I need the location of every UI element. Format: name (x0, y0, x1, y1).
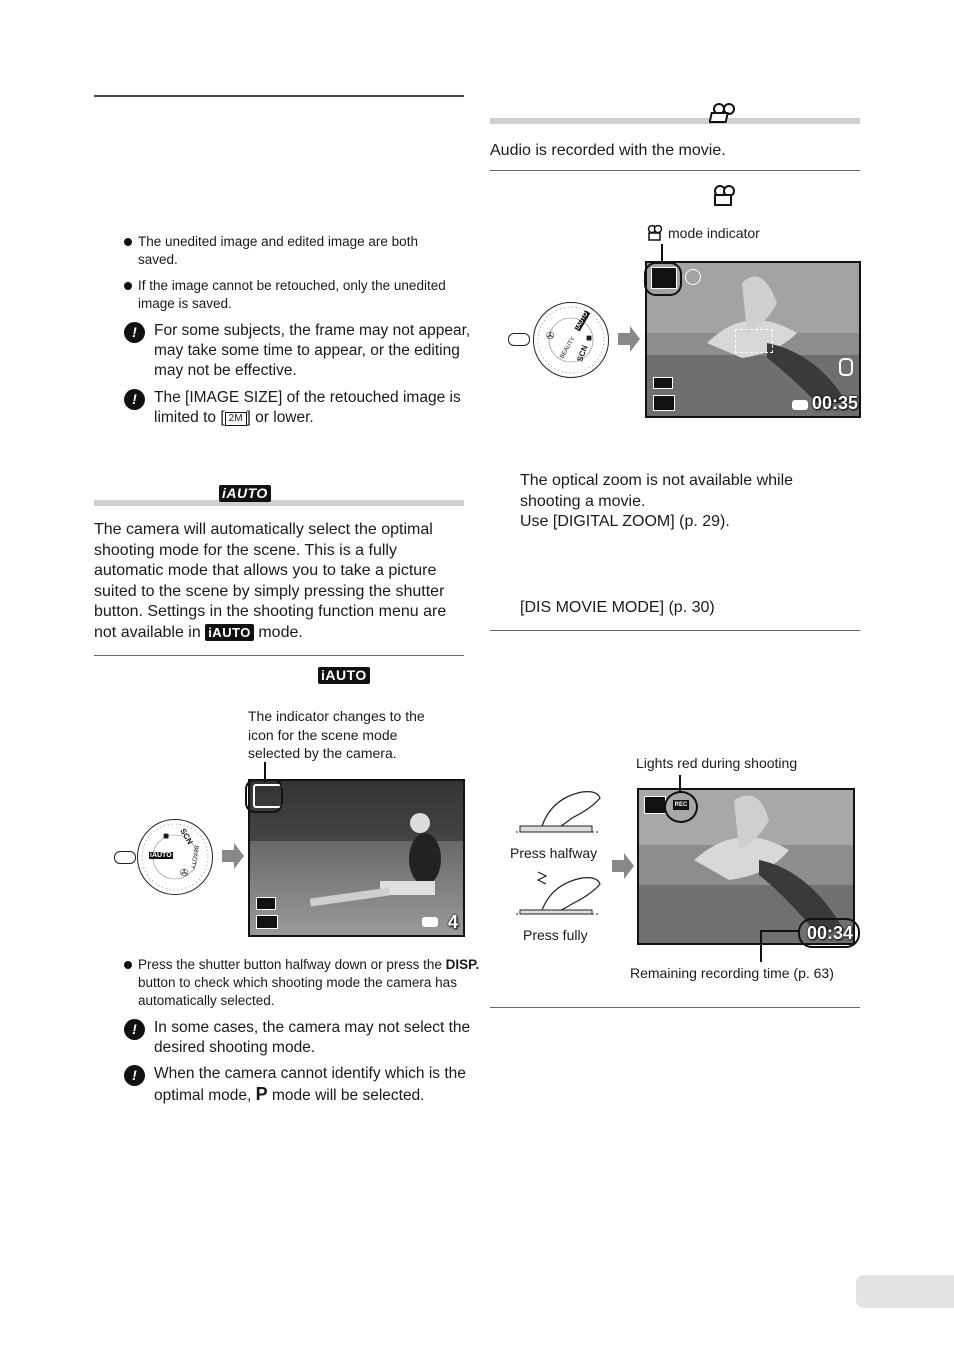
camera-icon: ■ (586, 333, 593, 344)
zoom-note-1: The optical zoom is not available while shooting a movie. (520, 472, 794, 510)
bullet-item: The unedited image and edited image are both saved. (124, 233, 458, 269)
bullet-text: Press the shutter button halfway down or press the (138, 957, 446, 972)
arrow-right-icon (618, 326, 640, 352)
indicator-callout-circle (644, 262, 682, 296)
time-callout-oval (798, 918, 860, 948)
arrow-right-icon (612, 853, 634, 879)
dial-iauto-label: iAUTO (575, 311, 590, 331)
caution-text: For some subjects, the frame may not appear, may take some time to appear, or the editing may not be effective. (154, 322, 471, 379)
bottom-rule-right (490, 1007, 860, 1008)
mode-button-oval (508, 333, 530, 346)
mode-button-oval (114, 851, 136, 864)
time-callout-line-v (760, 930, 762, 962)
caution-icon: ! (124, 1019, 145, 1040)
caution-text: The [IMAGE SIZE] of the retouched image is limited to [ (154, 389, 461, 426)
mode-indicator-label: mode indicator (668, 225, 760, 241)
caution-note (124, 1064, 494, 1106)
caution-icon: ! (124, 389, 145, 410)
indicator-callout-line (661, 244, 663, 264)
mode-dial (533, 302, 609, 378)
movie-icon: ✇ (180, 868, 189, 879)
indicator-note: The indicator changes to the icon for the scene mode selected by the camera. (248, 708, 425, 761)
image-size-icon (653, 377, 673, 389)
movie-mode-indicator (644, 796, 666, 814)
disp-button-label: DISP. (445, 957, 480, 972)
lights-red-label: Lights red during shooting (636, 755, 798, 771)
step-rule-right (490, 170, 860, 171)
zoom-note-2: Use [DIGITAL ZOOM] (p. 29). (520, 513, 730, 530)
remaining-time-display: 00:34 (807, 923, 854, 943)
top-rule-left (94, 95, 464, 97)
dial-scn-label: SCN (575, 344, 590, 363)
step-rule-left (94, 655, 464, 656)
caution-text: In some cases, the camera may not select the desired shooting mode. (154, 1019, 471, 1056)
indicator-callout-circle (245, 779, 283, 813)
intro-text: The camera will automatically select the optimal shooting mode for the scene. This is a fully automatic mode that allows you to take a picture suited to the scene by simply pressing the shutter button. Settings in the shooting function menu are not available in (94, 521, 447, 641)
caution-icon: ! (124, 322, 145, 343)
step-iauto-icon: iAUTO (318, 667, 370, 685)
step-rule-right-2 (490, 630, 860, 631)
arrow-right-icon (222, 843, 244, 869)
image-size-icon (256, 897, 276, 910)
quality-icon (256, 915, 278, 929)
time-callout-line-h (760, 930, 800, 932)
movie-indicator-label-icon (646, 225, 664, 241)
caution-note (124, 388, 484, 428)
finger-press-fully-icon (512, 866, 602, 918)
mode-dial (137, 819, 213, 895)
press-halfway-label: Press halfway (510, 845, 598, 861)
section-rule-iauto (94, 500, 464, 506)
image-size-2m-icon: 2M (225, 412, 247, 426)
press-fully-label: Press fully (523, 927, 588, 943)
caution-note (124, 1018, 484, 1058)
dial-scn-label: SCN (178, 826, 195, 847)
af-frame (735, 329, 773, 353)
flash-off-icon (685, 269, 701, 285)
caution-text: mode will be selected. (267, 1087, 425, 1104)
rec-callout-circle (664, 791, 698, 823)
iauto-icon: iAUTO (205, 624, 254, 641)
audio-icon (839, 358, 853, 376)
dial-iauto-label: iAUTO (150, 852, 172, 859)
bullet-text: button to check which shooting mode the camera has automatically selected. (138, 975, 457, 1008)
section-rule-movie (490, 118, 860, 124)
finger-press-halfway-icon (512, 788, 602, 836)
p-mode-label: P (255, 1084, 268, 1104)
bullet-item (124, 956, 480, 1010)
movie-icon: ✇ (546, 331, 555, 342)
caution-text: ] or lower. (246, 409, 314, 426)
iauto-section-icon: iAUTO (219, 485, 271, 503)
memory-icon (422, 917, 438, 927)
dial-beauty-label: BEAUTY (559, 336, 577, 360)
camera-icon: ■ (163, 831, 170, 842)
dial-beauty-label: BEAUTY (188, 844, 200, 870)
shots-remaining: 4 (448, 912, 459, 932)
movie-quality-icon (653, 395, 675, 411)
memory-icon (792, 400, 808, 410)
caution-icon: ! (124, 1065, 145, 1086)
rec-indicator: REC (674, 802, 688, 808)
bullet-item: If the image cannot be retouched, only the unedited image is saved. (124, 277, 458, 313)
movie-mode-icon (709, 102, 737, 124)
dis-note: [DIS MOVIE MODE] (p. 30) (520, 599, 715, 616)
remaining-time-label: Remaining recording time (p. 63) (630, 965, 834, 981)
caution-text: When the camera cannot identify which is the optimal mode, (154, 1065, 466, 1104)
movie-step-icon (711, 185, 737, 207)
intro-text: mode. (253, 623, 303, 641)
page-tab (856, 1275, 954, 1308)
iauto-intro (94, 520, 466, 643)
caution-note (124, 321, 474, 381)
audio-note: Audio is recorded with the movie. (490, 142, 726, 159)
recording-time: 00:35 (812, 393, 859, 413)
